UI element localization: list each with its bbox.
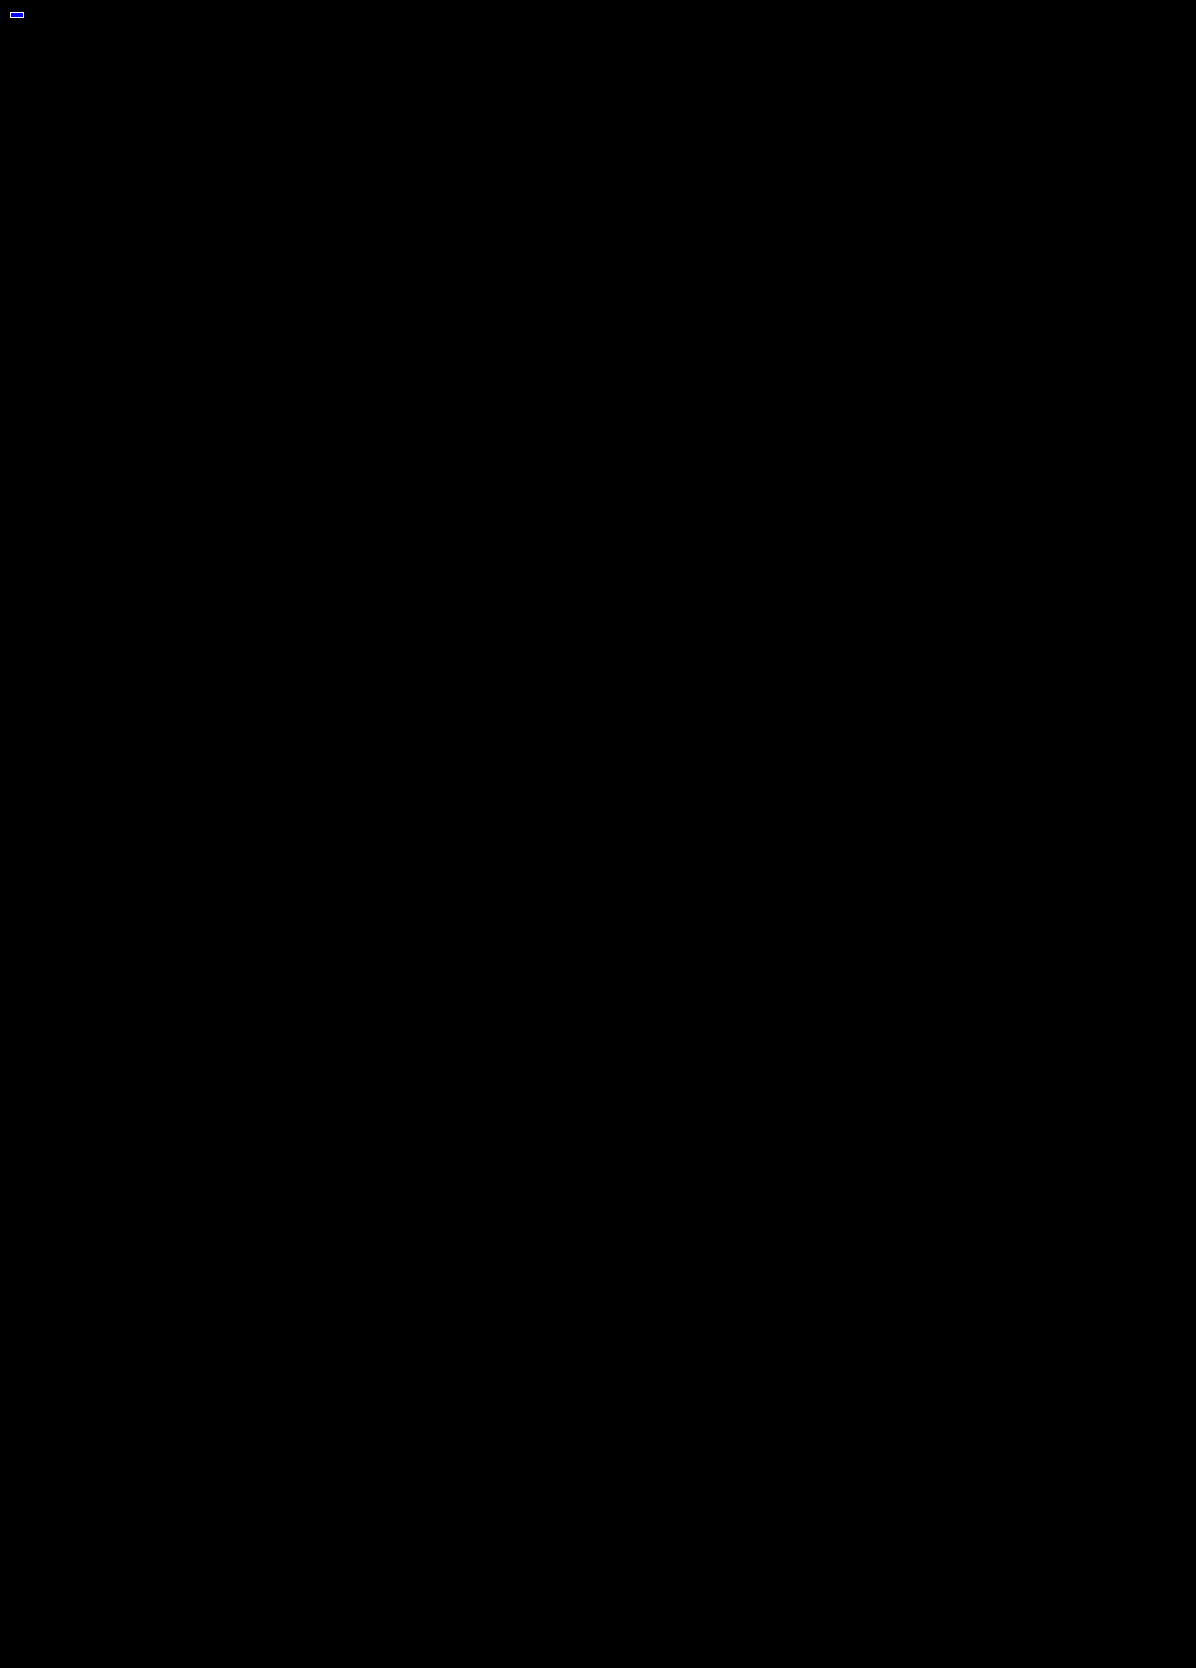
diagram-title — [10, 12, 24, 18]
